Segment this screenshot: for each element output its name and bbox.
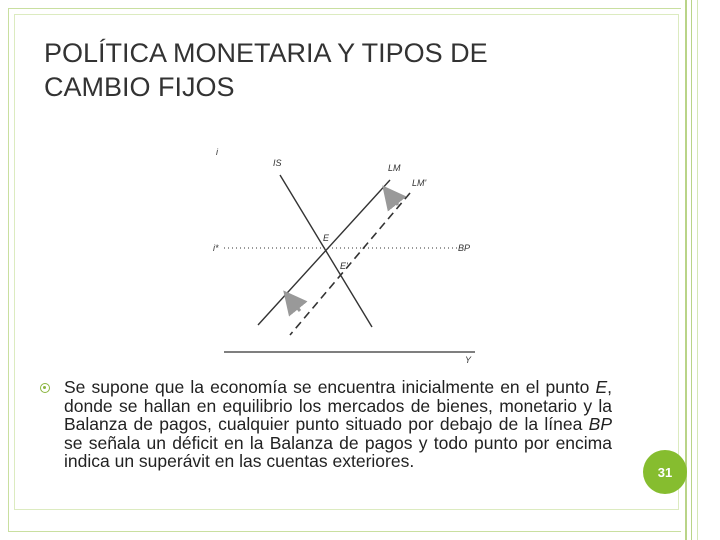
page-number-badge: 31 — [643, 450, 687, 494]
page-title — [44, 36, 604, 104]
title-line-2: CAMBIO FIJOS — [44, 72, 235, 102]
lm-label: LM — [388, 163, 401, 173]
point-e-prime-label: E' — [340, 261, 348, 271]
axis-y-label: i — [216, 147, 218, 157]
circle-bullet-icon — [40, 383, 50, 393]
point-e-label: E — [323, 233, 330, 243]
bp-label: BP — [458, 243, 471, 253]
shift-arrow-lower — [287, 295, 300, 311]
lm-prime-curve — [290, 193, 410, 335]
is-lm-bp-diagram — [200, 135, 500, 370]
lm-curve — [258, 180, 390, 325]
lm-prime-label: LM' — [412, 178, 427, 188]
title-line-1: POLÍTICA MONETARIA Y TIPOS DE — [44, 38, 488, 68]
shift-arrow-upper — [386, 190, 398, 205]
i-star-label: i* — [213, 243, 219, 253]
bullet-text: Se supone que la economía se encuentra inicialmente en el punto E, donde se hallan en equilibrio los mercados de bienes, monetario y la Balanza de pagos, cualquier punto situado por debajo de la línea BP se señala un déficit en la Balanza de pagos y todo punto por encima indica un superávit en las cuentas exteriores. — [64, 377, 612, 471]
axis-x-label: Y — [465, 355, 472, 365]
decorative-side-bar — [681, 0, 713, 540]
is-label: IS — [273, 158, 282, 168]
